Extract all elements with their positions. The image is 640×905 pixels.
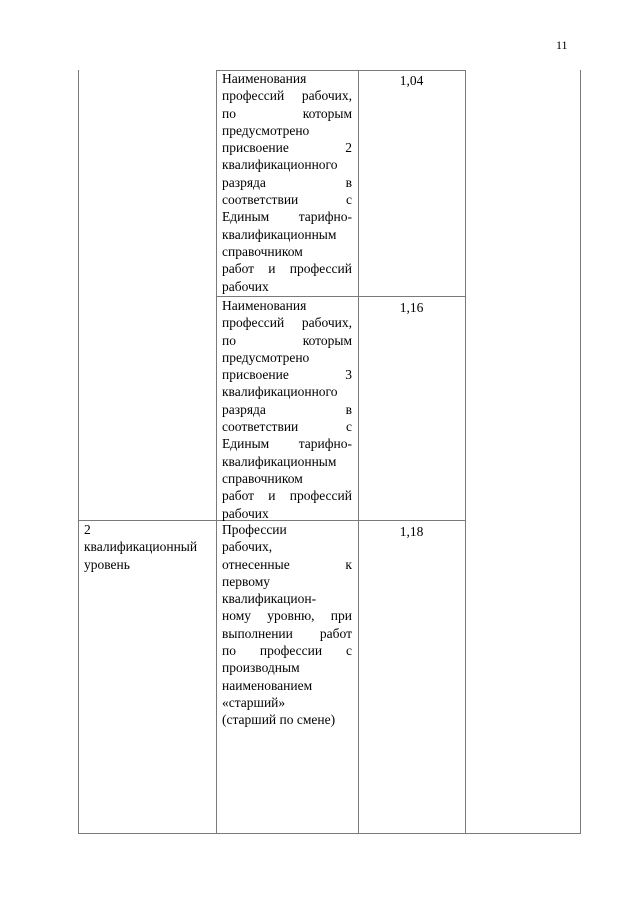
- text-line: выполнении работ: [222, 625, 352, 641]
- table-divider-2: [358, 70, 359, 834]
- profession-cell-row-3: [222, 521, 352, 729]
- text-line: предусмотрено: [222, 349, 310, 365]
- level-cell-row-3: [84, 521, 214, 573]
- table-divider-3: [465, 70, 466, 834]
- text-line: отнесенные к: [222, 556, 352, 572]
- profession-cell-row-2: [222, 297, 352, 522]
- text-line: уровень: [84, 556, 130, 572]
- text-line: по профессии с: [222, 643, 352, 659]
- text-line: Профессии: [222, 522, 287, 537]
- text-line: квалификационного: [222, 384, 338, 400]
- text-line: ному уровню, при: [222, 608, 352, 624]
- text-line: (старший по смене): [222, 712, 336, 728]
- text-line: «старший»: [222, 694, 286, 710]
- text-line: присвоение 2: [222, 140, 352, 156]
- text-line: квалификацион-: [222, 591, 317, 607]
- text-line: профессий рабочих,: [222, 88, 352, 104]
- table-divider-1: [216, 70, 217, 834]
- text-line: Наименования: [222, 71, 307, 86]
- coefficient-row-2: 1,16: [399, 300, 424, 315]
- text-line: соответствии с: [222, 419, 352, 435]
- text-line: по которым: [222, 105, 352, 121]
- text-line: профессий рабочих,: [222, 315, 352, 331]
- text-line: присвоение 3: [222, 367, 352, 383]
- text-line: квалификационным: [222, 226, 337, 242]
- text-line: 2: [84, 522, 91, 537]
- text-line: разряда в: [222, 174, 352, 190]
- text-line: справочником: [222, 470, 303, 486]
- text-line: работ и профессий: [222, 261, 352, 277]
- text-line: квалификационного: [222, 157, 338, 173]
- text-line: рабочих: [222, 505, 269, 521]
- text-line: первому: [222, 573, 271, 589]
- text-line: соответствии с: [222, 192, 352, 208]
- text-line: квалификационный: [84, 539, 198, 555]
- text-line: Единым тарифно-: [222, 436, 352, 452]
- table-border-bottom: [78, 833, 581, 834]
- text-line: справочником: [222, 243, 303, 259]
- text-line: Наименования: [222, 298, 307, 313]
- text-line: разряда в: [222, 401, 352, 417]
- text-line: производным: [222, 660, 300, 676]
- text-line: Единым тарифно-: [222, 209, 352, 225]
- text-line: наименованием: [222, 677, 313, 693]
- coefficient-row-3: 1,18: [399, 524, 424, 539]
- profession-cell-row-1: [222, 70, 352, 295]
- text-line: рабочих,: [222, 539, 273, 555]
- text-line: рабочих: [222, 278, 269, 294]
- table-border-left: [78, 70, 79, 834]
- text-line: работ и профессий: [222, 488, 352, 504]
- coefficient-row-1: 1,04: [399, 73, 424, 88]
- table-border-right: [580, 70, 581, 834]
- text-line: квалификационным: [222, 453, 337, 469]
- text-line: предусмотрено: [222, 122, 310, 138]
- text-line: по которым: [222, 332, 352, 348]
- page-number: 11: [556, 38, 568, 52]
